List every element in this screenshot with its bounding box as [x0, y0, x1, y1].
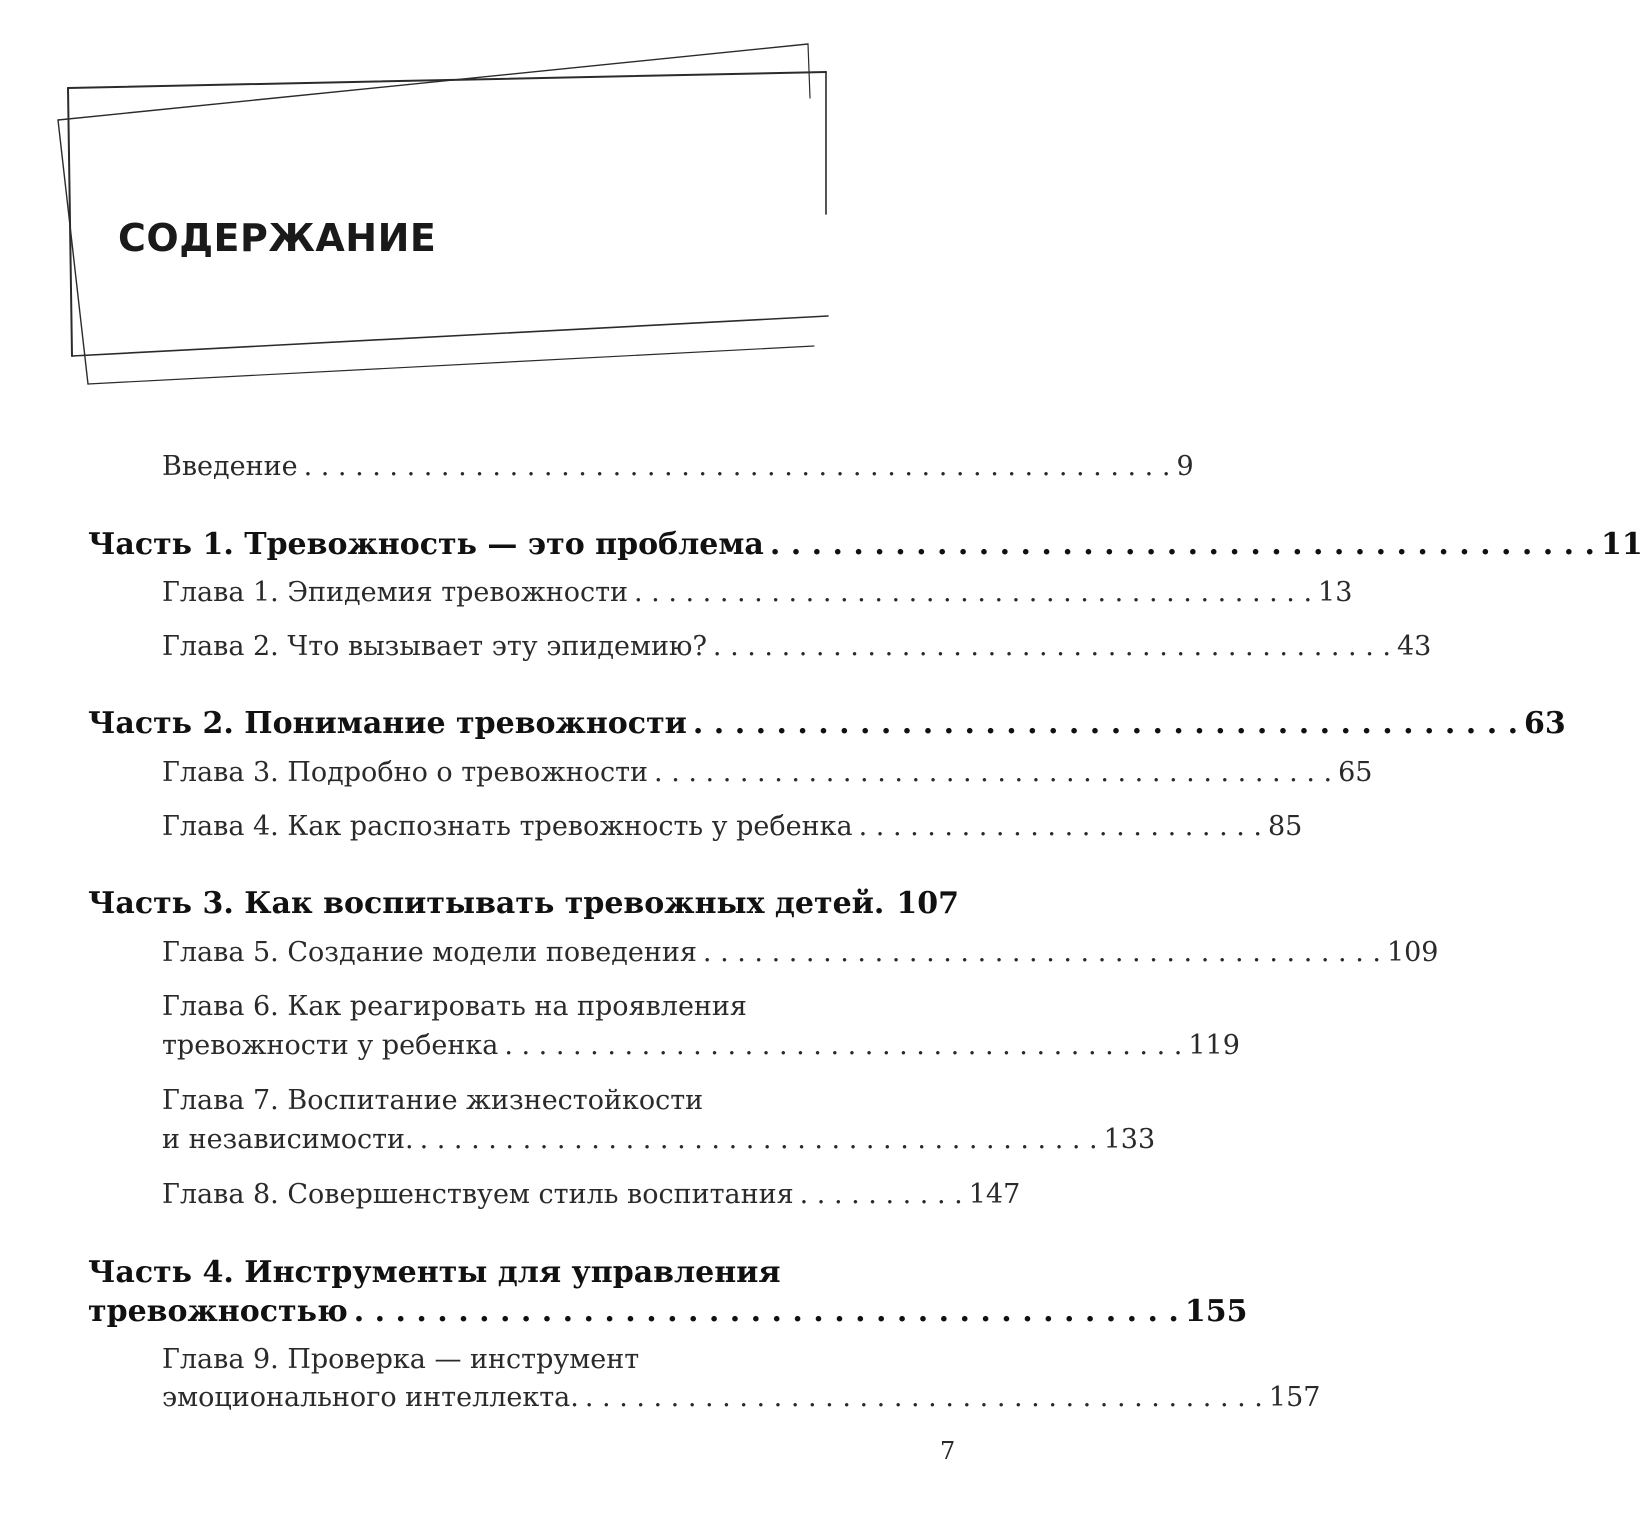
- toc-entry-title: Часть 2. Понимание тревожности: [88, 706, 687, 741]
- toc-entry-title: Глава 5. Создание модели поведения: [162, 937, 697, 968]
- toc-entry-title: тревожности у ребенка: [162, 1030, 499, 1061]
- toc-entry-part-1[interactable]: [88, 527, 1643, 562]
- toc-entry-title: тревожностью: [88, 1294, 348, 1329]
- dot-leader: . . . . . . . . . . . . . . . . . . . . . . . .: [858, 811, 1262, 842]
- toc-entry-title: Глава 4. Как распознать тревожность у ребенка: [162, 811, 853, 842]
- toc-entry-page: 107: [896, 886, 960, 921]
- toc-entry-page: 43: [1396, 631, 1432, 662]
- toc-entry-chapter-9[interactable]: [162, 1382, 1321, 1413]
- toc-entry-page: 11: [1600, 527, 1643, 562]
- dot-leader: . . . . . . . . . . . . . . . . . . . . . . . . . . . . . . . . . . . . . . . . . . . . . . . . . . .: [303, 451, 1171, 482]
- page-title: СОДЕРЖАНИЕ: [118, 216, 437, 260]
- toc-entry-chapter-2[interactable]: [162, 631, 1432, 662]
- toc-entry-chapter-4[interactable]: [162, 811, 1303, 842]
- toc-entry-title: Глава 2. Что вызывает эту эпидемию?: [162, 631, 707, 662]
- toc-entry-page: 13: [1318, 577, 1353, 608]
- toc-entry-page: 147: [968, 1179, 1021, 1210]
- toc-entry-chapter-8[interactable]: [162, 1179, 1021, 1210]
- toc-entry-part-3[interactable]: [88, 886, 960, 921]
- dot-leader: . . . . . . . . . . . . . . . . . . . . . . . . . . . . . . . . . . . . . . . .: [419, 1124, 1098, 1155]
- toc-entry-chapter-7[interactable]: [162, 1124, 1156, 1155]
- dot-leader: . . . . . . . . . . . . . . . . . . . . . . . . . . . . . . . . . . . . . . . .: [654, 757, 1333, 788]
- toc-entry-chapter-1[interactable]: [162, 577, 1353, 608]
- toc-entry-page: 109: [1386, 937, 1439, 968]
- dot-leader: . . . . . . . . . . . . . . . . . . . . . . . . . . . . . . . . . . . . . . . .: [692, 706, 1519, 741]
- toc-entry-title: Часть 1. Тревожность — это проблема: [88, 527, 764, 562]
- toc-entry-intro[interactable]: [162, 451, 1194, 482]
- dot-leader: . . . . . . . . . . . . . . . . . . . . . . . . . . . . . . . . . . . . . . . .: [504, 1030, 1183, 1061]
- toc-entry-chapter-5[interactable]: [162, 937, 1439, 968]
- toc-entry-chapter-7-line1: Глава 7. Воспитание жизнестойкости: [162, 1085, 704, 1116]
- dot-leader: . . . . . . . . . . . . . . . . . . . . . . . . . . . . . . . . . . . . . . . .: [584, 1382, 1263, 1413]
- toc-entry-part-2[interactable]: [88, 706, 1566, 741]
- toc-entry-chapter-3[interactable]: [162, 757, 1373, 788]
- toc-entry-chapter-9-line1: Глава 9. Проверка — инструмент: [162, 1344, 640, 1375]
- toc-entry-title: Глава 8. Совершенствуем стиль воспитания: [162, 1179, 794, 1210]
- dot-leader: . . . . . . . . . . . . . . . . . . . . . . . . . . . . . . . . . . . . . . . .: [712, 631, 1391, 662]
- toc-entry-title: Введение: [162, 451, 298, 482]
- toc-entry-page: 9: [1176, 451, 1194, 482]
- page-number: 7: [940, 1437, 956, 1465]
- heading-frame-decoration: [0, 0, 1000, 420]
- toc-entry-title: Глава 3. Подробно о тревожности: [162, 757, 649, 788]
- dot-leader: . . . . . . . . . . . . . . . . . . . . . . . . . . . . . . . . . . . . . . . .: [702, 937, 1381, 968]
- toc-entry-page: 119: [1188, 1030, 1240, 1061]
- toc-entry-title: и независимости.: [162, 1124, 414, 1155]
- toc-entry-title: эмоционального интеллекта.: [162, 1382, 579, 1413]
- toc-entry-title: Глава 1. Эпидемия тревожности: [162, 577, 629, 608]
- dot-leader: . . . . . . . . . . . . . . . . . . . . . . . . . . . . . . . . . . . . . . . .: [769, 527, 1595, 562]
- toc-entry-page: 155: [1184, 1294, 1248, 1329]
- toc-entry-part-4-line1: Часть 4. Инструменты для управления: [88, 1255, 781, 1290]
- toc-entry-page: 63: [1524, 706, 1566, 741]
- toc-entry-title: Часть 3. Как воспитывать тревожных детей.: [88, 886, 885, 921]
- toc-entry-page: 85: [1268, 811, 1303, 842]
- toc-entry-part-4[interactable]: [88, 1294, 1248, 1329]
- dot-leader: . . . . . . . . . . . . . . . . . . . . . . . . . . . . . . . . . . . . . . . .: [634, 577, 1313, 608]
- toc-entry-chapter-6[interactable]: [162, 1030, 1240, 1061]
- toc-entry-page: 65: [1338, 757, 1373, 788]
- dot-leader: . . . . . . . . . . . . . . . . . . . . . . . . . . . . . . . . . . . . . . . .: [353, 1294, 1179, 1329]
- toc-entry-chapter-6-line1: Глава 6. Как реагировать на проявления: [162, 991, 747, 1022]
- toc-entry-page: 157: [1268, 1382, 1321, 1413]
- dot-leader: . . . . . . . . . .: [799, 1179, 963, 1210]
- toc-entry-page: 133: [1103, 1124, 1156, 1155]
